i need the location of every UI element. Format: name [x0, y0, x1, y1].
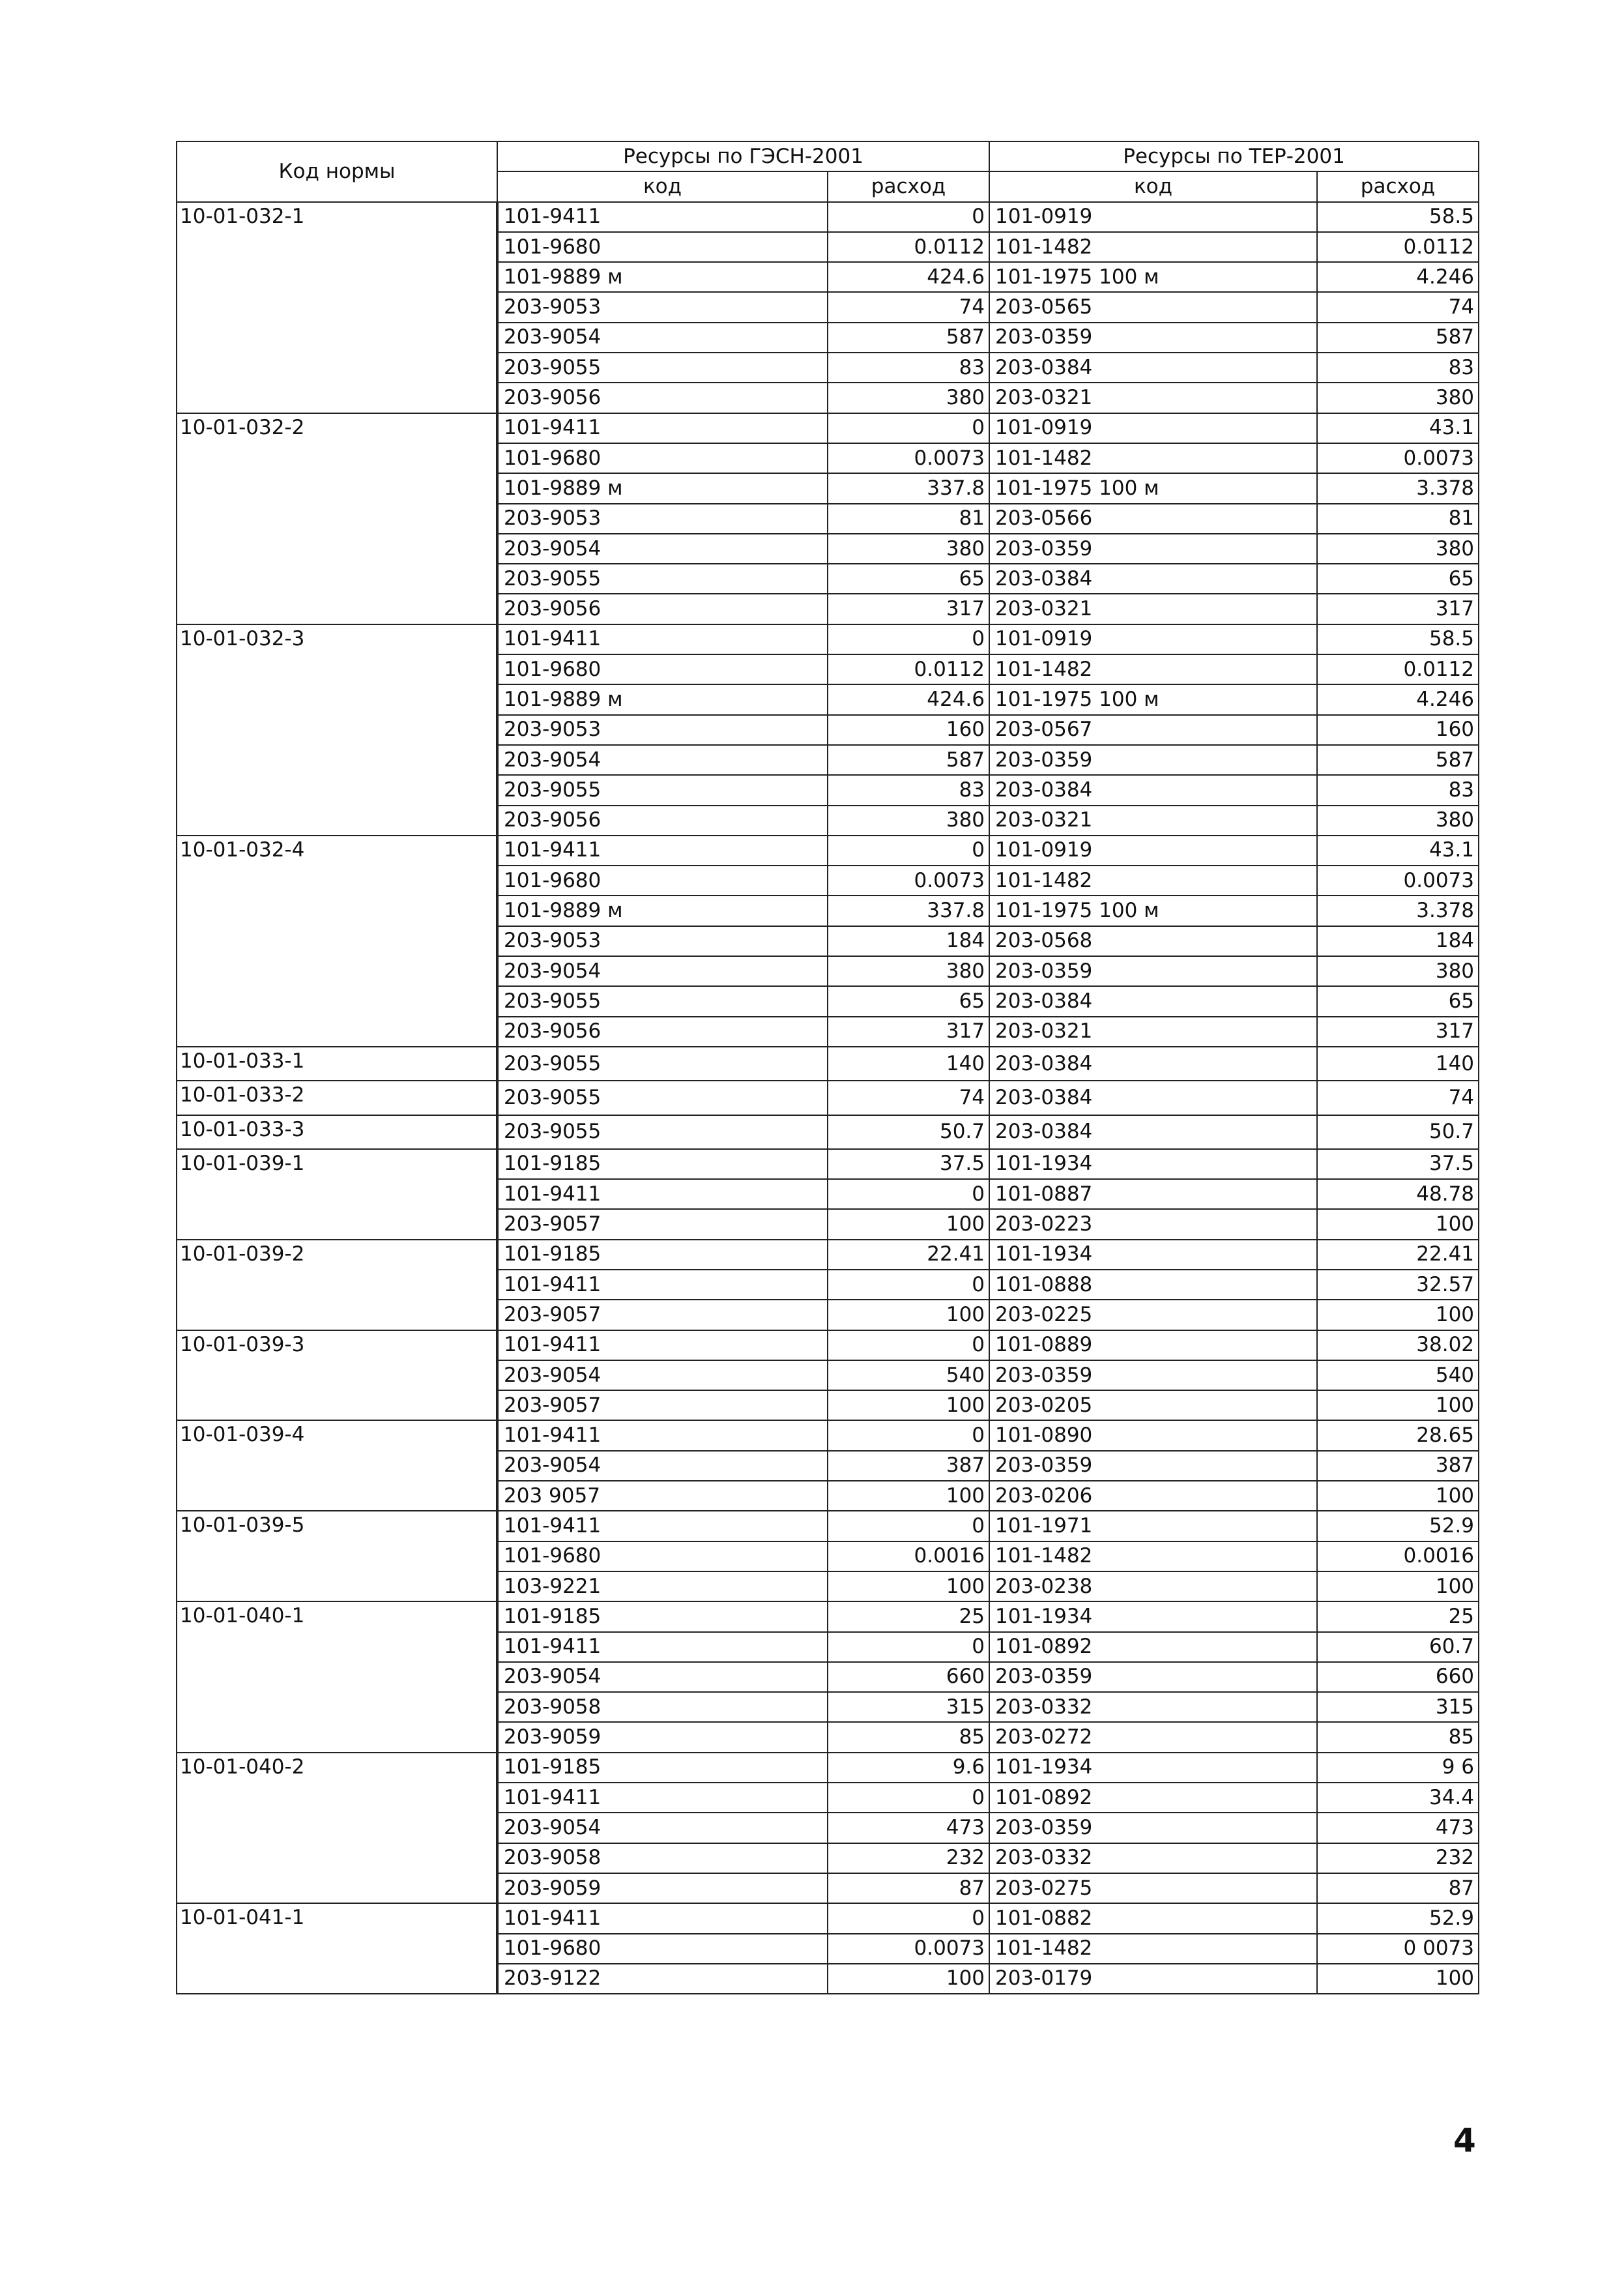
ter-consumption-cell: 660: [1317, 1662, 1479, 1692]
ter-consumption-cell: 65: [1317, 986, 1479, 1016]
ter-code-cell: 203-0384: [989, 1115, 1317, 1149]
gesn-code-cell: 101-9411: [497, 202, 828, 232]
ter-code-cell: 203-0384: [989, 775, 1317, 805]
gesn-code-cell: 203 9057: [497, 1481, 828, 1511]
gesn-code-cell: 101-9411: [497, 1330, 828, 1360]
ter-code-cell: 203-0359: [989, 745, 1317, 775]
table-row: [177, 1047, 1479, 1081]
header-ter-code: код: [989, 171, 1317, 201]
ter-consumption-cell: 473: [1317, 1813, 1479, 1843]
gesn-code-cell: 203-9053: [497, 715, 828, 745]
gesn-consumption-cell: 0: [828, 836, 989, 866]
header-gesn-group: Ресурсы по ГЭСН-2001: [497, 141, 989, 171]
ter-consumption-cell: 317: [1317, 594, 1479, 624]
ter-code-cell: 203-0223: [989, 1209, 1317, 1239]
ter-code-cell: 101-1482: [989, 654, 1317, 684]
ter-code-cell: 203-0359: [989, 1662, 1317, 1692]
gesn-consumption-cell: 317: [828, 594, 989, 624]
ter-code-cell: 203-0359: [989, 534, 1317, 564]
ter-code-cell: 101-1482: [989, 443, 1317, 473]
page-number: 4: [1453, 2122, 1476, 2159]
gesn-consumption-cell: 232: [828, 1843, 989, 1873]
ter-code-cell: 101-1971: [989, 1511, 1317, 1541]
gesn-code-cell: 203-9055: [497, 1047, 828, 1081]
gesn-code-cell: 101-9411: [497, 836, 828, 866]
norm-code-cell: 10-01-033-3: [177, 1115, 497, 1149]
gesn-consumption-cell: 0: [828, 1420, 989, 1450]
ter-code-cell: 203-0566: [989, 504, 1317, 534]
ter-code-cell: 203-0567: [989, 715, 1317, 745]
ter-code-cell: 203-0568: [989, 926, 1317, 956]
gesn-consumption-cell: 337.8: [828, 896, 989, 926]
gesn-code-cell: 101-9680: [497, 232, 828, 262]
ter-consumption-cell: 74: [1317, 1081, 1479, 1115]
gesn-code-cell: 203-9054: [497, 323, 828, 353]
gesn-consumption-cell: 0.0016: [828, 1541, 989, 1571]
ter-code-cell: 101-1934: [989, 1753, 1317, 1783]
gesn-code-cell: 203-9054: [497, 534, 828, 564]
gesn-consumption-cell: 587: [828, 323, 989, 353]
gesn-code-cell: 101-9889 м: [497, 473, 828, 503]
ter-consumption-cell: 4.246: [1317, 684, 1479, 714]
gesn-consumption-cell: 473: [828, 1813, 989, 1843]
ter-code-cell: 101-1482: [989, 866, 1317, 896]
gesn-code-cell: 203-9056: [497, 806, 828, 836]
header-ter-consumption: расход: [1317, 171, 1479, 201]
gesn-code-cell: 101-9680: [497, 443, 828, 473]
norm-code-cell: 10-01-039-3: [177, 1330, 497, 1421]
ter-code-cell: 101-0919: [989, 413, 1317, 443]
ter-code-cell: 101-0888: [989, 1270, 1317, 1300]
norm-code-cell: 10-01-039-5: [177, 1511, 497, 1601]
ter-consumption-cell: 380: [1317, 806, 1479, 836]
norm-code-cell: 10-01-033-1: [177, 1047, 497, 1081]
gesn-consumption-cell: 0: [828, 1330, 989, 1360]
gesn-consumption-cell: 65: [828, 564, 989, 594]
ter-code-cell: 203-0384: [989, 353, 1317, 383]
gesn-code-cell: 203-9053: [497, 504, 828, 534]
ter-consumption-cell: 50.7: [1317, 1115, 1479, 1149]
gesn-code-cell: 203-9057: [497, 1300, 828, 1330]
gesn-code-cell: 203-9055: [497, 775, 828, 805]
ter-code-cell: 203-0565: [989, 292, 1317, 322]
ter-code-cell: 203-0206: [989, 1481, 1317, 1511]
gesn-code-cell: 101-9680: [497, 654, 828, 684]
ter-consumption-cell: 0.0112: [1317, 654, 1479, 684]
table-row: [177, 1753, 1479, 1783]
ter-consumption-cell: 100: [1317, 1964, 1479, 1994]
norm-code-cell: 10-01-040-1: [177, 1601, 497, 1752]
table-row: [177, 1081, 1479, 1115]
ter-code-cell: 203-0225: [989, 1300, 1317, 1330]
ter-code-cell: 101-1975 100 м: [989, 684, 1317, 714]
ter-consumption-cell: 0 0073: [1317, 1934, 1479, 1964]
gesn-consumption-cell: 25: [828, 1601, 989, 1631]
gesn-consumption-cell: 380: [828, 534, 989, 564]
ter-code-cell: 101-1482: [989, 1934, 1317, 1964]
ter-consumption-cell: 83: [1317, 775, 1479, 805]
norm-code-cell: 10-01-032-3: [177, 624, 497, 836]
gesn-code-cell: 203-9122: [497, 1964, 828, 1994]
gesn-consumption-cell: 87: [828, 1873, 989, 1903]
gesn-consumption-cell: 0.0073: [828, 1934, 989, 1964]
norm-code-cell: 10-01-039-1: [177, 1149, 497, 1240]
gesn-consumption-cell: 0: [828, 624, 989, 654]
ter-consumption-cell: 184: [1317, 926, 1479, 956]
ter-code-cell: 203-0275: [989, 1873, 1317, 1903]
ter-consumption-cell: 52.9: [1317, 1903, 1479, 1933]
ter-code-cell: 203-0321: [989, 594, 1317, 624]
ter-consumption-cell: 32.57: [1317, 1270, 1479, 1300]
gesn-code-cell: 203-9056: [497, 383, 828, 413]
gesn-consumption-cell: 380: [828, 806, 989, 836]
gesn-code-cell: 203-9053: [497, 926, 828, 956]
gesn-consumption-cell: 337.8: [828, 473, 989, 503]
ter-consumption-cell: 74: [1317, 292, 1479, 322]
ter-consumption-cell: 140: [1317, 1047, 1479, 1081]
ter-consumption-cell: 60.7: [1317, 1632, 1479, 1662]
gesn-code-cell: 203-9055: [497, 986, 828, 1016]
ter-consumption-cell: 58.5: [1317, 624, 1479, 654]
gesn-code-cell: 203-9054: [497, 1813, 828, 1843]
ter-consumption-cell: 34.4: [1317, 1783, 1479, 1813]
gesn-consumption-cell: 540: [828, 1360, 989, 1390]
ter-consumption-cell: 380: [1317, 534, 1479, 564]
gesn-consumption-cell: 65: [828, 986, 989, 1016]
ter-code-cell: 101-1934: [989, 1601, 1317, 1631]
gesn-consumption-cell: 100: [828, 1300, 989, 1330]
ter-consumption-cell: 28.65: [1317, 1420, 1479, 1450]
gesn-consumption-cell: 74: [828, 1081, 989, 1115]
gesn-code-cell: 203-9054: [497, 1662, 828, 1692]
ter-consumption-cell: 43.1: [1317, 413, 1479, 443]
ter-consumption-cell: 81: [1317, 504, 1479, 534]
gesn-consumption-cell: 0: [828, 1270, 989, 1300]
header-norm-code: Код нормы: [177, 141, 497, 202]
ter-consumption-cell: 37.5: [1317, 1149, 1479, 1179]
ter-code-cell: 203-0359: [989, 1813, 1317, 1843]
table-row: [177, 1601, 1479, 1631]
ter-consumption-cell: 58.5: [1317, 202, 1479, 232]
gesn-code-cell: 101-9680: [497, 1934, 828, 1964]
ter-code-cell: 203-0205: [989, 1390, 1317, 1420]
ter-code-cell: 203-0359: [989, 1360, 1317, 1390]
gesn-code-cell: 203-9054: [497, 1360, 828, 1390]
ter-consumption-cell: 52.9: [1317, 1511, 1479, 1541]
ter-code-cell: 203-0321: [989, 806, 1317, 836]
norm-code-cell: 10-01-032-2: [177, 413, 497, 624]
gesn-consumption-cell: 424.6: [828, 262, 989, 292]
gesn-consumption-cell: 0: [828, 1179, 989, 1209]
ter-code-cell: 203-0384: [989, 564, 1317, 594]
table-row: [177, 1149, 1479, 1179]
gesn-code-cell: 101-9411: [497, 1420, 828, 1450]
header-ter-group: Ресурсы по ТЕР-2001: [989, 141, 1479, 171]
gesn-consumption-cell: 317: [828, 1017, 989, 1047]
ter-consumption-cell: 160: [1317, 715, 1479, 745]
ter-consumption-cell: 0.0112: [1317, 232, 1479, 262]
gesn-consumption-cell: 184: [828, 926, 989, 956]
gesn-consumption-cell: 0: [828, 202, 989, 232]
gesn-consumption-cell: 100: [828, 1964, 989, 1994]
gesn-code-cell: 101-9889 м: [497, 684, 828, 714]
gesn-consumption-cell: 140: [828, 1047, 989, 1081]
gesn-code-cell: 101-9185: [497, 1149, 828, 1179]
ter-code-cell: 101-0890: [989, 1420, 1317, 1450]
gesn-consumption-cell: 160: [828, 715, 989, 745]
ter-consumption-cell: 3.378: [1317, 896, 1479, 926]
ter-code-cell: 203-0359: [989, 1451, 1317, 1481]
ter-consumption-cell: 87: [1317, 1873, 1479, 1903]
gesn-code-cell: 203-9059: [497, 1873, 828, 1903]
gesn-code-cell: 101-9680: [497, 866, 828, 896]
gesn-consumption-cell: 0: [828, 1903, 989, 1933]
norm-code-cell: 10-01-039-2: [177, 1240, 497, 1330]
gesn-code-cell: 101-9411: [497, 413, 828, 443]
gesn-code-cell: 101-9185: [497, 1753, 828, 1783]
ter-consumption-cell: 85: [1317, 1722, 1479, 1752]
ter-code-cell: 101-1975 100 м: [989, 262, 1317, 292]
resource-table: [176, 141, 1479, 1994]
ter-consumption-cell: 65: [1317, 564, 1479, 594]
table-row: [177, 413, 1479, 443]
ter-consumption-cell: 587: [1317, 745, 1479, 775]
ter-code-cell: 101-0919: [989, 202, 1317, 232]
gesn-code-cell: 101-9680: [497, 1541, 828, 1571]
gesn-consumption-cell: 0: [828, 413, 989, 443]
gesn-code-cell: 203-9057: [497, 1390, 828, 1420]
ter-code-cell: 203-0321: [989, 1017, 1317, 1047]
ter-consumption-cell: 4.246: [1317, 262, 1479, 292]
table-row: [177, 1903, 1479, 1933]
gesn-consumption-cell: 315: [828, 1692, 989, 1722]
norm-code-cell: 10-01-032-1: [177, 202, 497, 413]
ter-consumption-cell: 100: [1317, 1481, 1479, 1511]
gesn-consumption-cell: 74: [828, 292, 989, 322]
norm-code-cell: 10-01-041-1: [177, 1903, 497, 1994]
gesn-code-cell: 101-9889 м: [497, 262, 828, 292]
gesn-consumption-cell: 380: [828, 383, 989, 413]
gesn-code-cell: 101-9411: [497, 1783, 828, 1813]
gesn-consumption-cell: 0: [828, 1632, 989, 1662]
gesn-consumption-cell: 100: [828, 1571, 989, 1601]
gesn-consumption-cell: 50.7: [828, 1115, 989, 1149]
table-row: [177, 1420, 1479, 1450]
gesn-code-cell: 203-9059: [497, 1722, 828, 1752]
ter-code-cell: 101-0889: [989, 1330, 1317, 1360]
gesn-consumption-cell: 85: [828, 1722, 989, 1752]
ter-code-cell: 203-0272: [989, 1722, 1317, 1752]
gesn-consumption-cell: 100: [828, 1390, 989, 1420]
ter-consumption-cell: 0.0073: [1317, 866, 1479, 896]
ter-consumption-cell: 100: [1317, 1300, 1479, 1330]
gesn-consumption-cell: 22.41: [828, 1240, 989, 1270]
ter-code-cell: 101-1975 100 м: [989, 896, 1317, 926]
table-row: [177, 1330, 1479, 1360]
ter-code-cell: 101-1975 100 м: [989, 473, 1317, 503]
gesn-consumption-cell: 37.5: [828, 1149, 989, 1179]
gesn-consumption-cell: 100: [828, 1209, 989, 1239]
gesn-code-cell: 101-9411: [497, 1632, 828, 1662]
ter-consumption-cell: 43.1: [1317, 836, 1479, 866]
ter-consumption-cell: 540: [1317, 1360, 1479, 1390]
gesn-consumption-cell: 387: [828, 1451, 989, 1481]
gesn-consumption-cell: 0.0073: [828, 866, 989, 896]
ter-code-cell: 203-0179: [989, 1964, 1317, 1994]
norm-code-cell: 10-01-040-2: [177, 1753, 497, 1903]
gesn-consumption-cell: 587: [828, 745, 989, 775]
ter-consumption-cell: 83: [1317, 353, 1479, 383]
gesn-consumption-cell: 0.0112: [828, 654, 989, 684]
gesn-code-cell: 203-9057: [497, 1209, 828, 1239]
table-row: [177, 202, 1479, 232]
ter-code-cell: 203-0384: [989, 1081, 1317, 1115]
gesn-code-cell: 203-9056: [497, 594, 828, 624]
table-row: [177, 624, 1479, 654]
ter-code-cell: 101-0919: [989, 836, 1317, 866]
gesn-code-cell: 203-9058: [497, 1692, 828, 1722]
ter-code-cell: 203-0384: [989, 986, 1317, 1016]
ter-code-cell: 203-0384: [989, 1047, 1317, 1081]
gesn-code-cell: 101-9411: [497, 1179, 828, 1209]
ter-consumption-cell: 48.78: [1317, 1179, 1479, 1209]
ter-code-cell: 101-1482: [989, 1541, 1317, 1571]
gesn-consumption-cell: 81: [828, 504, 989, 534]
ter-code-cell: 101-1934: [989, 1240, 1317, 1270]
ter-consumption-cell: 315: [1317, 1692, 1479, 1722]
ter-consumption-cell: 38.02: [1317, 1330, 1479, 1360]
table-body: [177, 202, 1479, 1994]
gesn-code-cell: 101-9889 м: [497, 896, 828, 926]
table-row: [177, 1115, 1479, 1149]
ter-code-cell: 101-0882: [989, 1903, 1317, 1933]
gesn-consumption-cell: 100: [828, 1481, 989, 1511]
gesn-code-cell: 101-9411: [497, 624, 828, 654]
table-row: [177, 1511, 1479, 1541]
gesn-consumption-cell: 83: [828, 353, 989, 383]
ter-code-cell: 101-0919: [989, 624, 1317, 654]
gesn-consumption-cell: 0: [828, 1783, 989, 1813]
gesn-code-cell: 203-9054: [497, 1451, 828, 1481]
ter-code-cell: 203-0359: [989, 956, 1317, 986]
header-gesn-consumption: расход: [828, 171, 989, 201]
gesn-code-cell: 101-9411: [497, 1903, 828, 1933]
gesn-consumption-cell: 0.0112: [828, 232, 989, 262]
gesn-consumption-cell: 0.0073: [828, 443, 989, 473]
ter-consumption-cell: 100: [1317, 1390, 1479, 1420]
ter-code-cell: 101-1482: [989, 232, 1317, 262]
ter-consumption-cell: 100: [1317, 1571, 1479, 1601]
norm-code-cell: 10-01-039-4: [177, 1420, 497, 1511]
table-row: [177, 836, 1479, 866]
gesn-code-cell: 101-9185: [497, 1240, 828, 1270]
ter-code-cell: 203-0359: [989, 323, 1317, 353]
gesn-code-cell: 101-9185: [497, 1601, 828, 1631]
table-row: [177, 1240, 1479, 1270]
gesn-consumption-cell: 9.6: [828, 1753, 989, 1783]
gesn-code-cell: 203-9055: [497, 1115, 828, 1149]
ter-code-cell: 101-0887: [989, 1179, 1317, 1209]
norm-code-cell: 10-01-032-4: [177, 836, 497, 1047]
gesn-code-cell: 101-9411: [497, 1511, 828, 1541]
ter-consumption-cell: 232: [1317, 1843, 1479, 1873]
gesn-consumption-cell: 424.6: [828, 684, 989, 714]
gesn-code-cell: 203-9054: [497, 956, 828, 986]
ter-consumption-cell: 317: [1317, 1017, 1479, 1047]
ter-consumption-cell: 0.0016: [1317, 1541, 1479, 1571]
ter-code-cell: 203-0332: [989, 1692, 1317, 1722]
ter-code-cell: 101-0892: [989, 1632, 1317, 1662]
ter-consumption-cell: 9 6: [1317, 1753, 1479, 1783]
gesn-code-cell: 203-9054: [497, 745, 828, 775]
ter-consumption-cell: 22.41: [1317, 1240, 1479, 1270]
table-header: [177, 141, 1479, 202]
gesn-consumption-cell: 660: [828, 1662, 989, 1692]
gesn-code-cell: 203-9058: [497, 1843, 828, 1873]
ter-code-cell: 203-0238: [989, 1571, 1317, 1601]
ter-consumption-cell: 0.0073: [1317, 443, 1479, 473]
norm-code-cell: 10-01-033-2: [177, 1081, 497, 1115]
gesn-code-cell: 203-9056: [497, 1017, 828, 1047]
gesn-code-cell: 203-9055: [497, 564, 828, 594]
ter-consumption-cell: 100: [1317, 1209, 1479, 1239]
ter-consumption-cell: 25: [1317, 1601, 1479, 1631]
ter-consumption-cell: 380: [1317, 956, 1479, 986]
gesn-code-cell: 203-9055: [497, 353, 828, 383]
ter-consumption-cell: 387: [1317, 1451, 1479, 1481]
gesn-consumption-cell: 0: [828, 1511, 989, 1541]
ter-code-cell: 101-0892: [989, 1783, 1317, 1813]
gesn-code-cell: 203-9053: [497, 292, 828, 322]
ter-code-cell: 203-0332: [989, 1843, 1317, 1873]
gesn-consumption-cell: 83: [828, 775, 989, 805]
gesn-code-cell: 203-9055: [497, 1081, 828, 1115]
ter-consumption-cell: 587: [1317, 323, 1479, 353]
gesn-consumption-cell: 380: [828, 956, 989, 986]
header-gesn-code: код: [497, 171, 828, 201]
ter-consumption-cell: 3.378: [1317, 473, 1479, 503]
gesn-code-cell: 101-9411: [497, 1270, 828, 1300]
gesn-code-cell: 103-9221: [497, 1571, 828, 1601]
ter-code-cell: 101-1934: [989, 1149, 1317, 1179]
ter-consumption-cell: 380: [1317, 383, 1479, 413]
ter-code-cell: 203-0321: [989, 383, 1317, 413]
